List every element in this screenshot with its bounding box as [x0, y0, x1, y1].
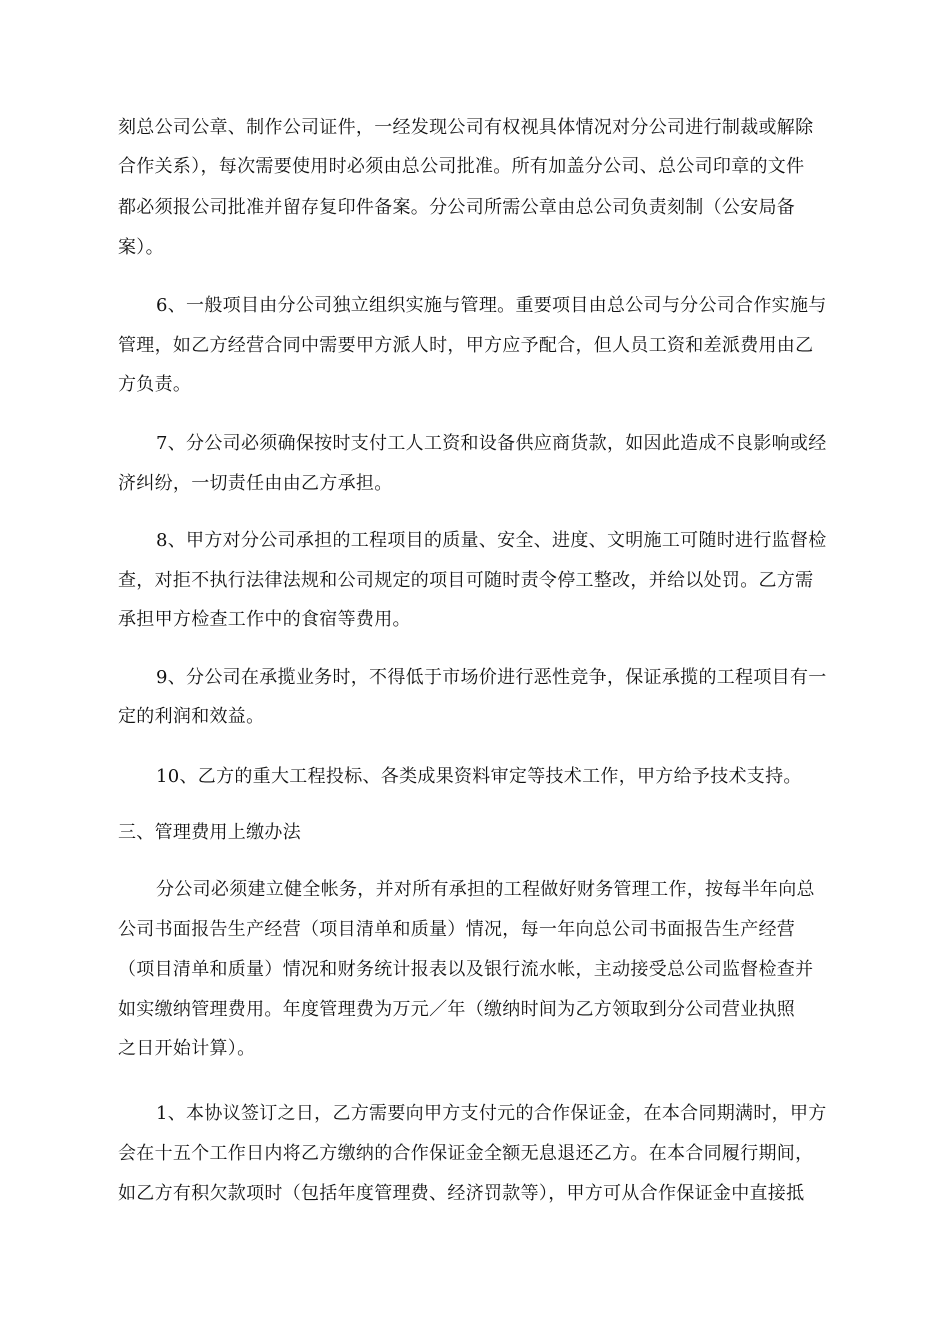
- text-line: 管理，如乙方经营合同中需要甲方派人时，甲方应予配合，但人员工资和差派费用由乙: [118, 335, 814, 356]
- text-line: 查，对拒不执行法律法规和公司规定的项目可随时责令停工整改，并给以处罚。乙方需: [118, 570, 814, 591]
- text-line: 6、一般项目由分公司独立组织实施与管理。重要项目由总公司与分公司合作实施与: [156, 295, 827, 316]
- text-line: 方负责。: [118, 374, 192, 395]
- text-line: 9、分公司在承揽业务时，不得低于市场价进行恶性竞争，保证承揽的工程项目有一: [156, 667, 827, 688]
- text-line: 刻总公司公章、制作公司证件，一经发现公司有权视具体情况对分公司进行制裁或解除: [118, 117, 814, 138]
- text-line: 济纠纷，一切责任由由乙方承担。: [118, 473, 393, 494]
- text-line: 分公司必须建立健全帐务，并对所有承担的工程做好财务管理工作，按每半年向总: [156, 879, 815, 900]
- text-line: （项目清单和质量）情况和财务统计报表以及银行流水帐，主动接受总公司监督检查并: [118, 959, 814, 980]
- text-line: 之日开始计算）。: [118, 1038, 256, 1059]
- section-heading-text: 三、管理费用上缴办法: [118, 822, 301, 843]
- text-line: 会在十五个工作日内将乙方缴纳的合作保证金全额无息退还乙方。在本合同履行期间，: [118, 1143, 814, 1164]
- text-line: 案）。: [118, 237, 164, 258]
- text-line: 如实缴纳管理费用。年度管理费为万元／年（缴纳时间为乙方领取到分公司营业执照: [118, 999, 796, 1020]
- text-line: 公司书面报告生产经营（项目清单和质量）情况，每一年向总公司书面报告生产经营: [118, 919, 796, 940]
- text-line: 7、分公司必须确保按时支付工人工资和设备供应商货款，如因此造成不良影响或经: [156, 433, 827, 454]
- text-line: 都必须报公司批准并留存复印件备案。分公司所需公章由总公司负责刻制（公安局备: [118, 197, 796, 218]
- text-line: 承担甲方检查工作中的食宿等费用。: [118, 609, 411, 630]
- text-line: 1、本协议签订之日，乙方需要向甲方支付元的合作保证金，在本合同期满时，甲方: [156, 1103, 827, 1124]
- text-line: 合作关系），每次需要使用时必须由总公司批准。所有加盖分公司、总公司印章的文件: [118, 156, 805, 177]
- text-line: 如乙方有积欠款项时（包括年度管理费、经济罚款等），甲方可从合作保证金中直接抵: [118, 1183, 805, 1204]
- text-line: 10、乙方的重大工程投标、各类成果资料审定等技术工作，甲方给予技术支持。: [156, 766, 802, 787]
- text-line: 8、甲方对分公司承担的工程项目的质量、安全、进度、文明施工可随时进行监督检: [156, 530, 827, 551]
- text-line: 定的利润和效益。: [118, 706, 265, 727]
